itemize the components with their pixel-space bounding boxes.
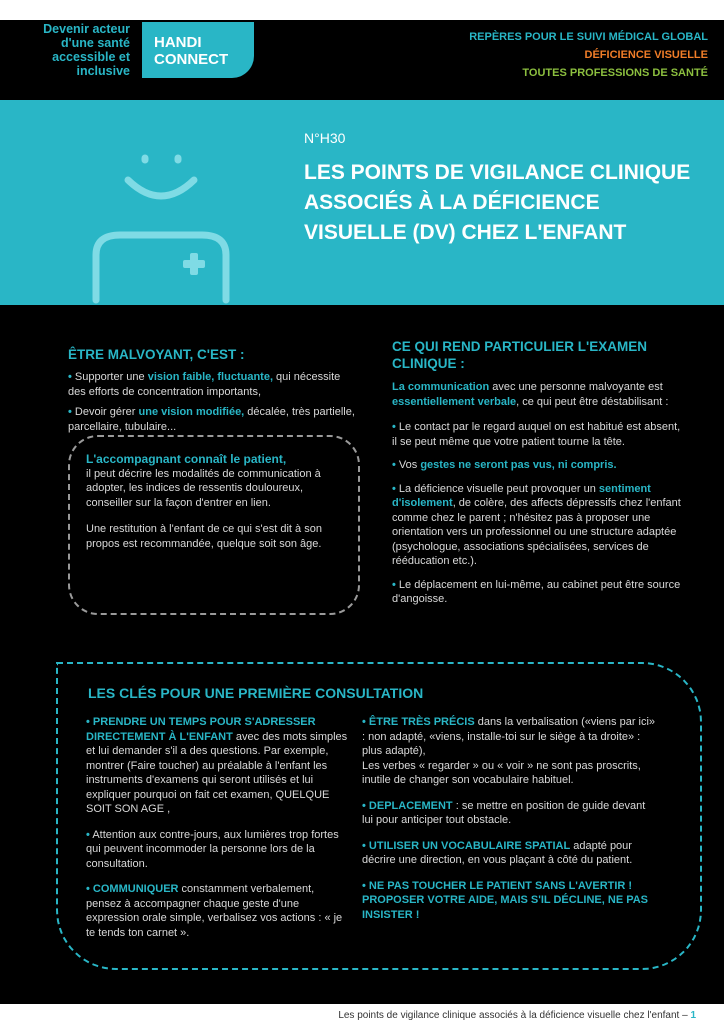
list-item: • Supporter une vision faible, fluctuante, qui nécessite des efforts de concentration importants, [68,371,341,398]
list-item: • UTILISER UN VOCABULAIRE SPATIAL adapté pour décrire une direction, en vous plaçant à côté du patient. [362,839,633,866]
smiling-doctor-icon [90,150,240,305]
left-section-title: ÊTRE MALVOYANT, C'EST : [68,347,245,362]
callout-paragraph: il peut décrire les modalités de communication à adopter, les indices de ressentis douloureux, conseiller sur la façon d'entrer en lien. [86,467,321,509]
keys-right-column [362,715,658,933]
list-item: • Le contact par le regard auquel on est habitué est absent, il se peut même que votre patient tourne la tête. [392,421,681,448]
logo-line-1: HANDI [154,34,202,51]
page-number: 1 [690,1010,696,1021]
paragraph: La communication avec une personne malvoyante est essentiellement verbale, ce qui peut être déstabilisant : [392,381,669,408]
handiconnect-logo [142,22,254,78]
logo-line-2: CONNECT [154,51,229,68]
header-categories [469,28,708,82]
callout-text [86,452,351,551]
list-item: • Attention aux contre-jours, aux lumières trop fortes qui peuvent incommoder la personne lors de la consultation. [86,828,339,870]
list-item: • La déficience visuelle peut provoquer un sentiment d'isolement, de colère, des affects dépressifs chez l'enfant comme chez le parent ; n'hésitez pas à proposer une orientation vers un professionnel ou une structure adaptée (psychologue, associations spécialisées, services de rééducation etc.). [392,482,681,567]
title-banner [0,100,724,305]
document-page [0,20,724,1004]
list-item: • COMMUNIQUER constamment verbalement, pensez à accompagner chaque geste d'une expression orale simple, verbalisez vos actions : « je te tends ton carnet ». [86,883,343,939]
list-item: • NE PAS TOUCHER LE PATIENT SANS L'AVERTIR ! PROPOSER VOTRE AIDE, MAIS S'IL DÉCLINE, NE PAS INSISTER ! [362,879,649,921]
category-suivi-medical: REPÈRES POUR LE SUIVI MÉDICAL GLOBAL [469,31,708,43]
brand-tagline: Devenir acteur d'une santé accessible et inclusive [43,22,130,78]
callout-lead: L'accompagnant connaît le patient, [86,452,287,466]
list-item: • Devoir gérer une vision modifiée, décalée, très partielle, parcellaire, tubulaire... [68,406,355,433]
right-section-title: CE QUI REND PARTICULIER L'EXAMEN CLINIQUE : [392,339,647,371]
keys-title: LES CLÉS POUR UNE PREMIÈRE CONSULTATION [88,685,424,701]
category-deficience: DÉFICIENCE VISUELLE [584,49,708,61]
right-section-body [392,380,682,613]
list-item: • Vos gestes ne seront pas vus, ni compris. [392,459,617,471]
list-item: • Le déplacement en lui-même, au cabinet peut être source d'angoisse. [392,578,681,605]
callout-paragraph: Une restitution à l'enfant de ce qui s'est dit à son propos est recommandée, quelque soit son âge. [86,523,322,550]
footer-text: Les points de vigilance clinique associés à la déficience visuelle chez l'enfant – [338,1010,688,1021]
left-section-body [68,370,358,440]
category-professions: TOUTES PROFESSIONS DE SANTÉ [522,67,708,79]
list-item: • DEPLACEMENT : se mettre en position de guide devant lui pour anticiper tout obstacle. [362,799,646,826]
keys-left-column [86,715,348,951]
document-number: N°H30 [304,130,346,146]
document-title: LES POINTS DE VIGILANCE CLINIQUE ASSOCIÉS À LA DÉFICIENCE VISUELLE (DV) CHEZ L'ENFANT [304,161,691,244]
page-footer [338,1010,696,1021]
list-item: • PRENDRE UN TEMPS POUR S'ADRESSER DIRECTEMENT À L'ENFANT avec des mots simples et lui demander s'il a des questions. Par exemple, montrer (Faire toucher) au préalable à l'enfant les instruments d'examens qui seront utilisés et lui expliquer pourquoi on fait cet examen, QUELQUE SOIT SON AGE , [86,716,348,815]
list-item: • ÊTRE TRÈS PRÉCIS dans la verbalisation («viens par ici» : non adapté, «viens, installe-toi sur le siège à ta droite» : plus adapté), Les verbes « regarder » ou « voir » ne sont pas proscrits, inutile de changer son vocabulaire habituel. [362,716,656,786]
